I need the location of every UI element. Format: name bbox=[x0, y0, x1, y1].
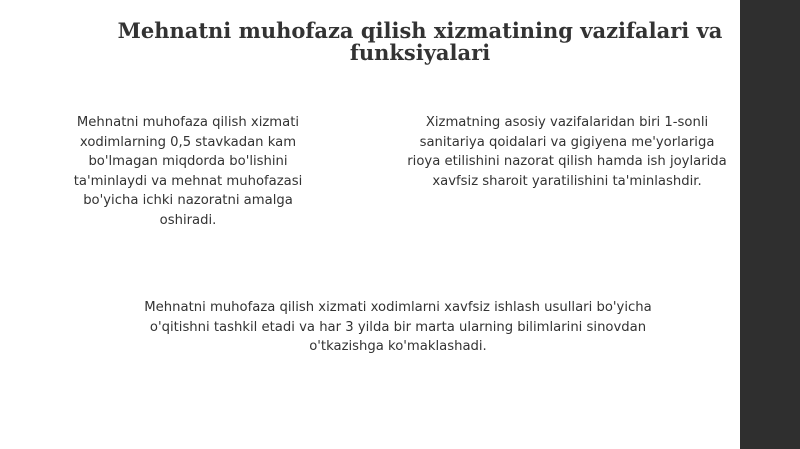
paragraph-right: Xizmatning asosiy vazifalaridan biri 1-sonli sanitariya qoidalari va gigiyena me'yorlariga rioya etilishini nazorat qilish hamda ish joylarida xavfsiz sharoit yaratilishini ta'minlashdir. bbox=[407, 115, 727, 189]
paragraph-left: Mehnatni muhofaza qilish xizmati xodimlarning 0,5 stavkadan kam bo'lmagan miqdorda bo'lishini ta'minlaydi va mehnat muhofazasi bo'yicha ichki nazoratni amalga oshiradi. bbox=[73, 115, 303, 228]
slide-title: Mehnatni muhofaza qilish xizmatining vazifalari va funksiyalari bbox=[117, 18, 723, 65]
side-bar bbox=[740, 0, 800, 449]
paragraph-bottom: Mehnatni muhofaza qilish xizmati xodimlarni xavfsiz ishlash usullari bo'yicha o'qitishni tashkil etadi va har 3 yilda bir marta ularning bilimlarini sinovdan o'tkazishga ko'maklashadi. bbox=[144, 300, 652, 354]
